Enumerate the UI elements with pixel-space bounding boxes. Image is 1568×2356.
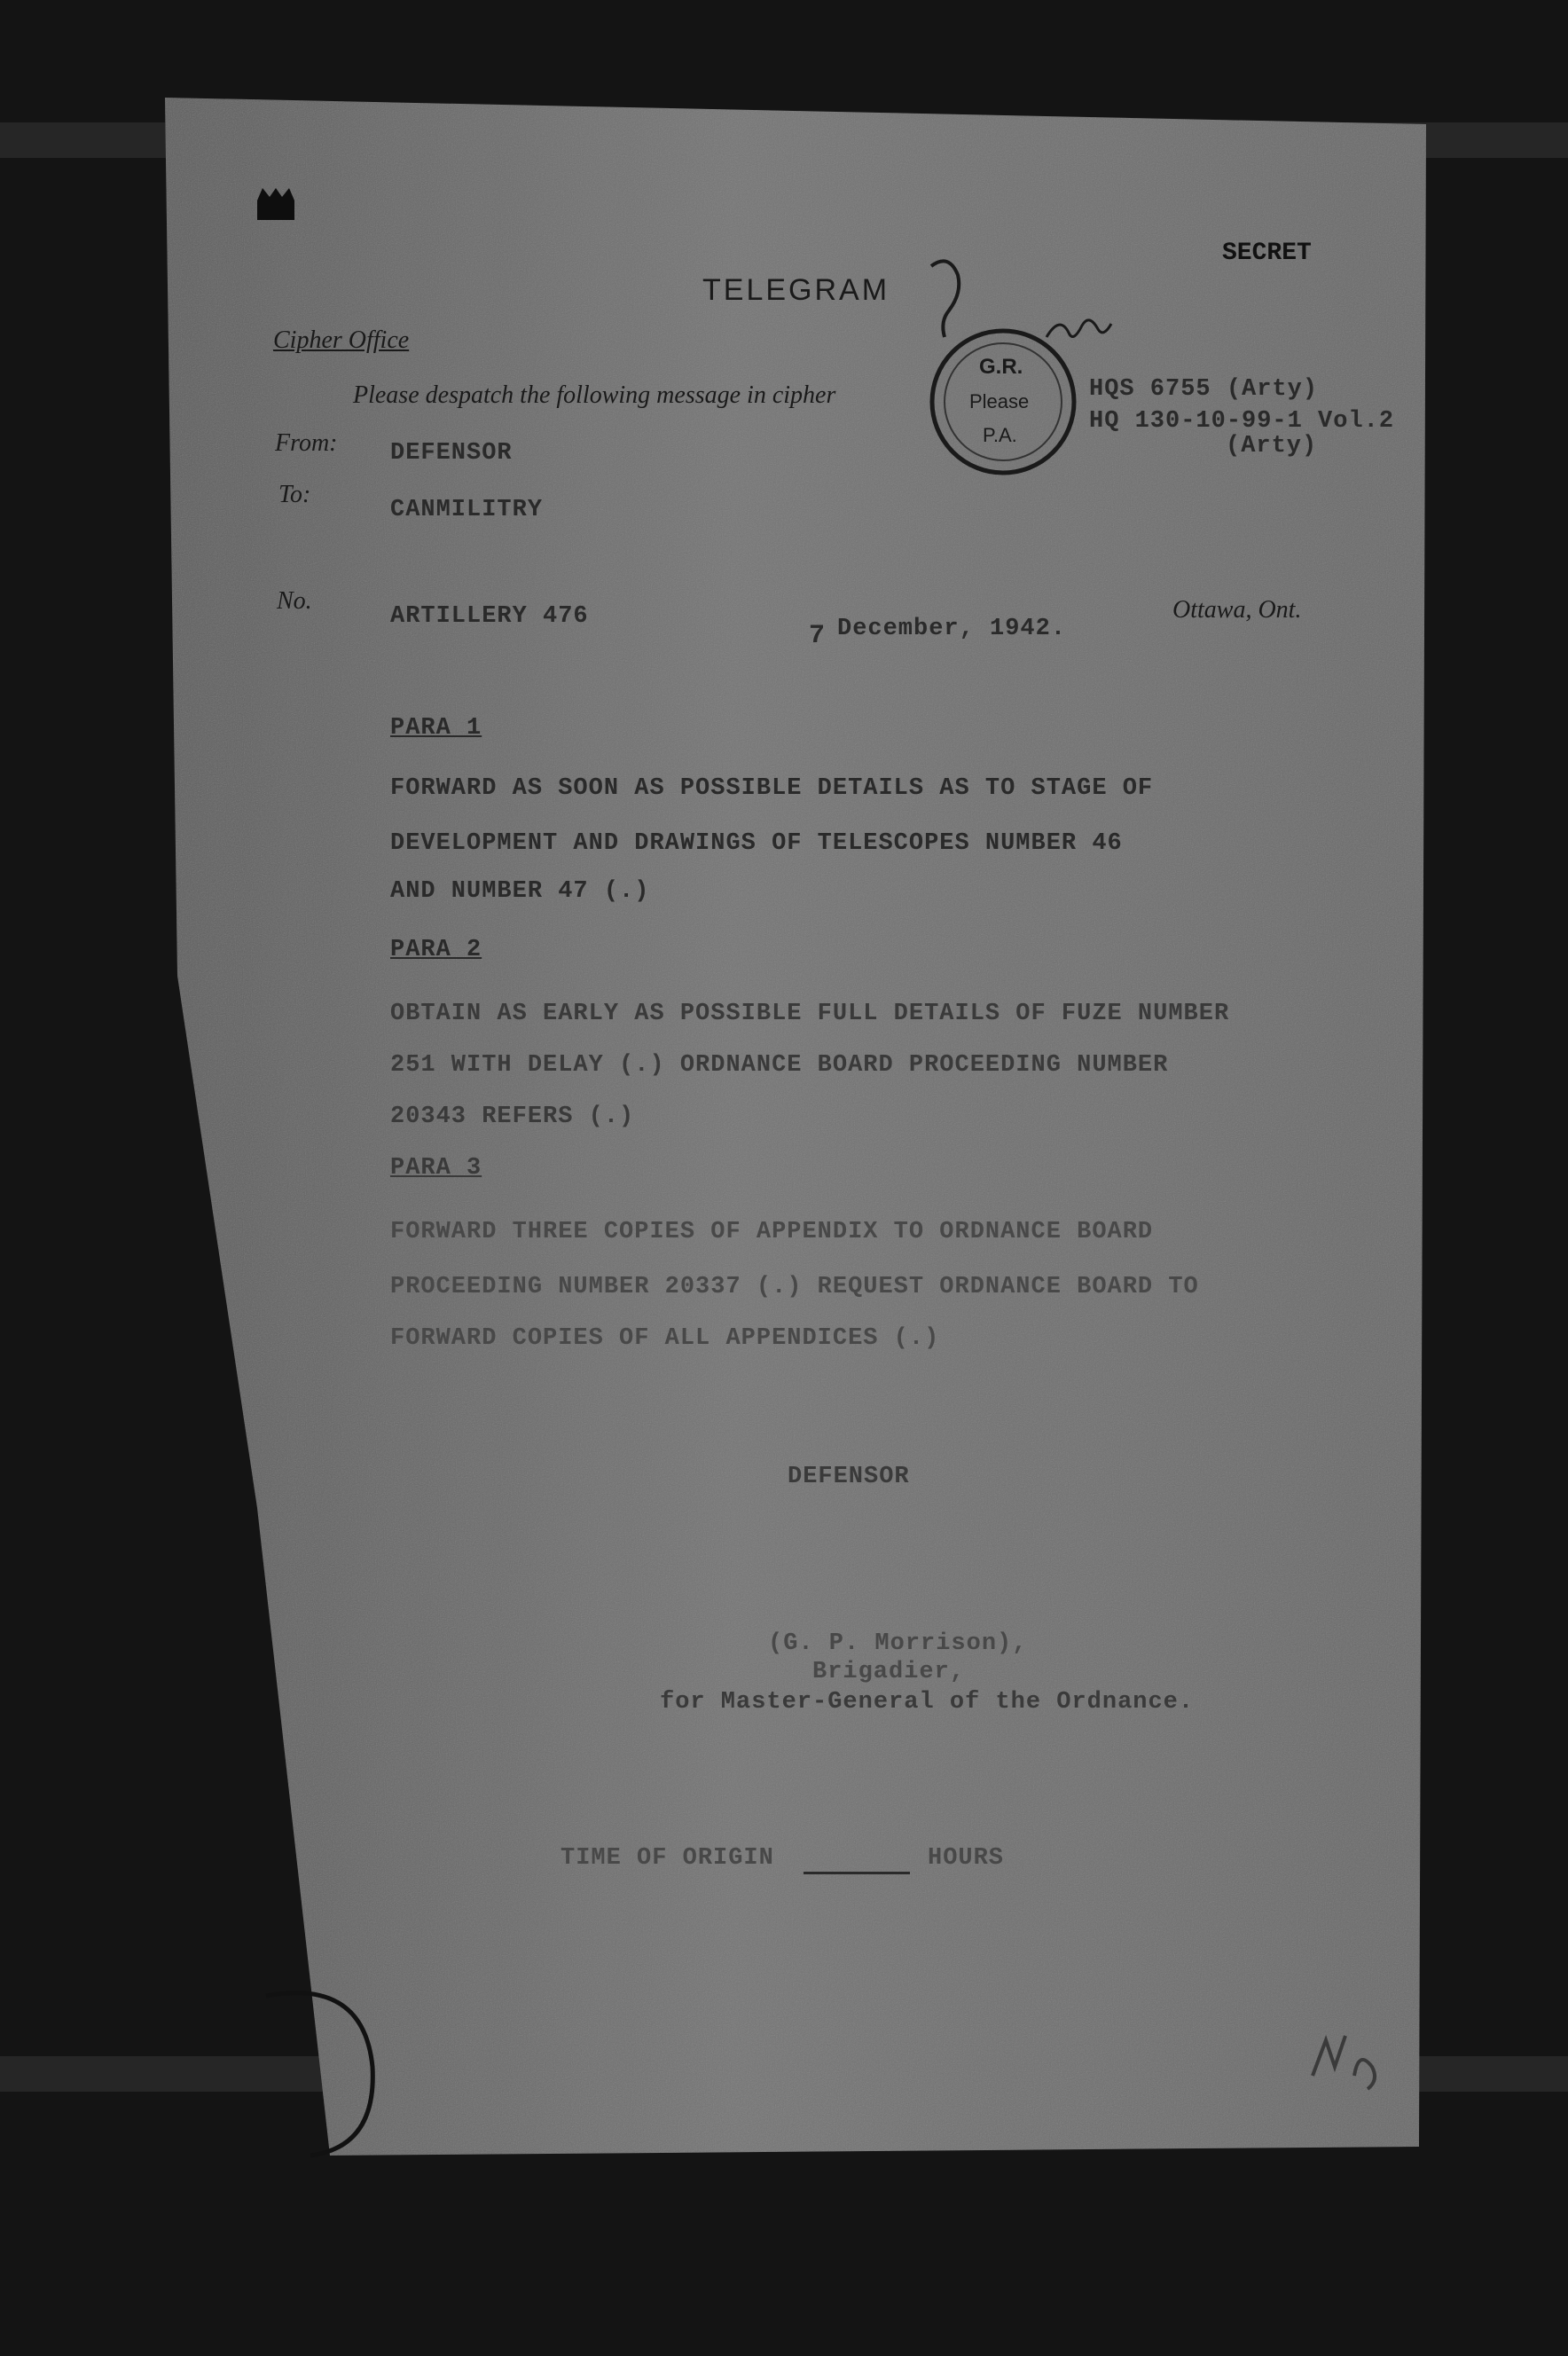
para-2-line-1: OBTAIN AS EARLY AS POSSIBLE FULL DETAILS OF FUZE NUMBER (390, 1001, 1230, 1027)
stamp-line-3: P.A. (983, 424, 1017, 446)
to-label: To: (278, 481, 311, 508)
closing-sender: DEFENSOR (788, 1464, 910, 1490)
message-number: ARTILLERY 476 (390, 603, 589, 630)
no-label: No. (277, 587, 312, 615)
para-2-line-2: 251 WITH DELAY (.) ORDNANCE BOARD PROCEEDING NUMBER (390, 1052, 1169, 1079)
reference-line-2: HQ 130-10-99-1 Vol.2 (1089, 408, 1395, 435)
signatory-rank: Brigadier, (812, 1659, 966, 1685)
from-value: DEFENSOR (390, 440, 513, 467)
para-1-heading: PARA 1 (390, 715, 482, 742)
time-of-origin-blank (804, 1872, 910, 1874)
para-3-line-1: FORWARD THREE COPIES OF APPENDIX TO ORDNANCE BOARD (390, 1219, 1154, 1245)
reference-line-1: HQS 6755 (Arty) (1089, 376, 1319, 403)
date-month-year: December, 1942. (837, 616, 1067, 642)
time-of-origin-label: TIME OF ORIGIN (561, 1845, 774, 1872)
cipher-office-label: Cipher Office (273, 326, 410, 354)
para-2-line-3: 20343 REFERS (.) (390, 1103, 635, 1130)
despatch-instruction: Please despatch the following message in cipher (353, 381, 836, 409)
classification-label: SECRET (1222, 240, 1312, 267)
para-1-line-2: DEVELOPMENT AND DRAWINGS OF TELESCOPES NUMBER 46 (390, 830, 1123, 857)
para-3-heading: PARA 3 (390, 1155, 482, 1182)
signatory-name: (G. P. Morrison), (768, 1630, 1028, 1657)
date-day: 7 (809, 621, 827, 651)
stamp-line-1: G.R. (979, 355, 1023, 379)
stamp-line-2: Please (969, 390, 1030, 412)
para-3-line-3: FORWARD COPIES OF ALL APPENDICES (.) (390, 1325, 940, 1352)
telegram-heading: TELEGRAM (702, 273, 890, 307)
place-of-origin: Ottawa, Ont. (1172, 596, 1302, 624)
para-1-line-1: FORWARD AS SOON AS POSSIBLE DETAILS AS TO STAGE OF (390, 775, 1154, 802)
para-1-line-3: AND NUMBER 47 (.) (390, 878, 650, 905)
signatory-title: for Master-General of the Ordnance. (660, 1689, 1195, 1716)
from-label: From: (275, 429, 338, 457)
reference-line-3: (Arty) (1226, 433, 1318, 459)
crown-crest-icon (257, 188, 294, 220)
time-of-origin-suffix: HOURS (928, 1845, 1005, 1872)
para-2-heading: PARA 2 (390, 937, 482, 963)
to-value: CANMILITRY (390, 497, 544, 523)
para-3-line-2: PROCEEDING NUMBER 20337 (.) REQUEST ORDNANCE BOARD TO (390, 1274, 1199, 1300)
